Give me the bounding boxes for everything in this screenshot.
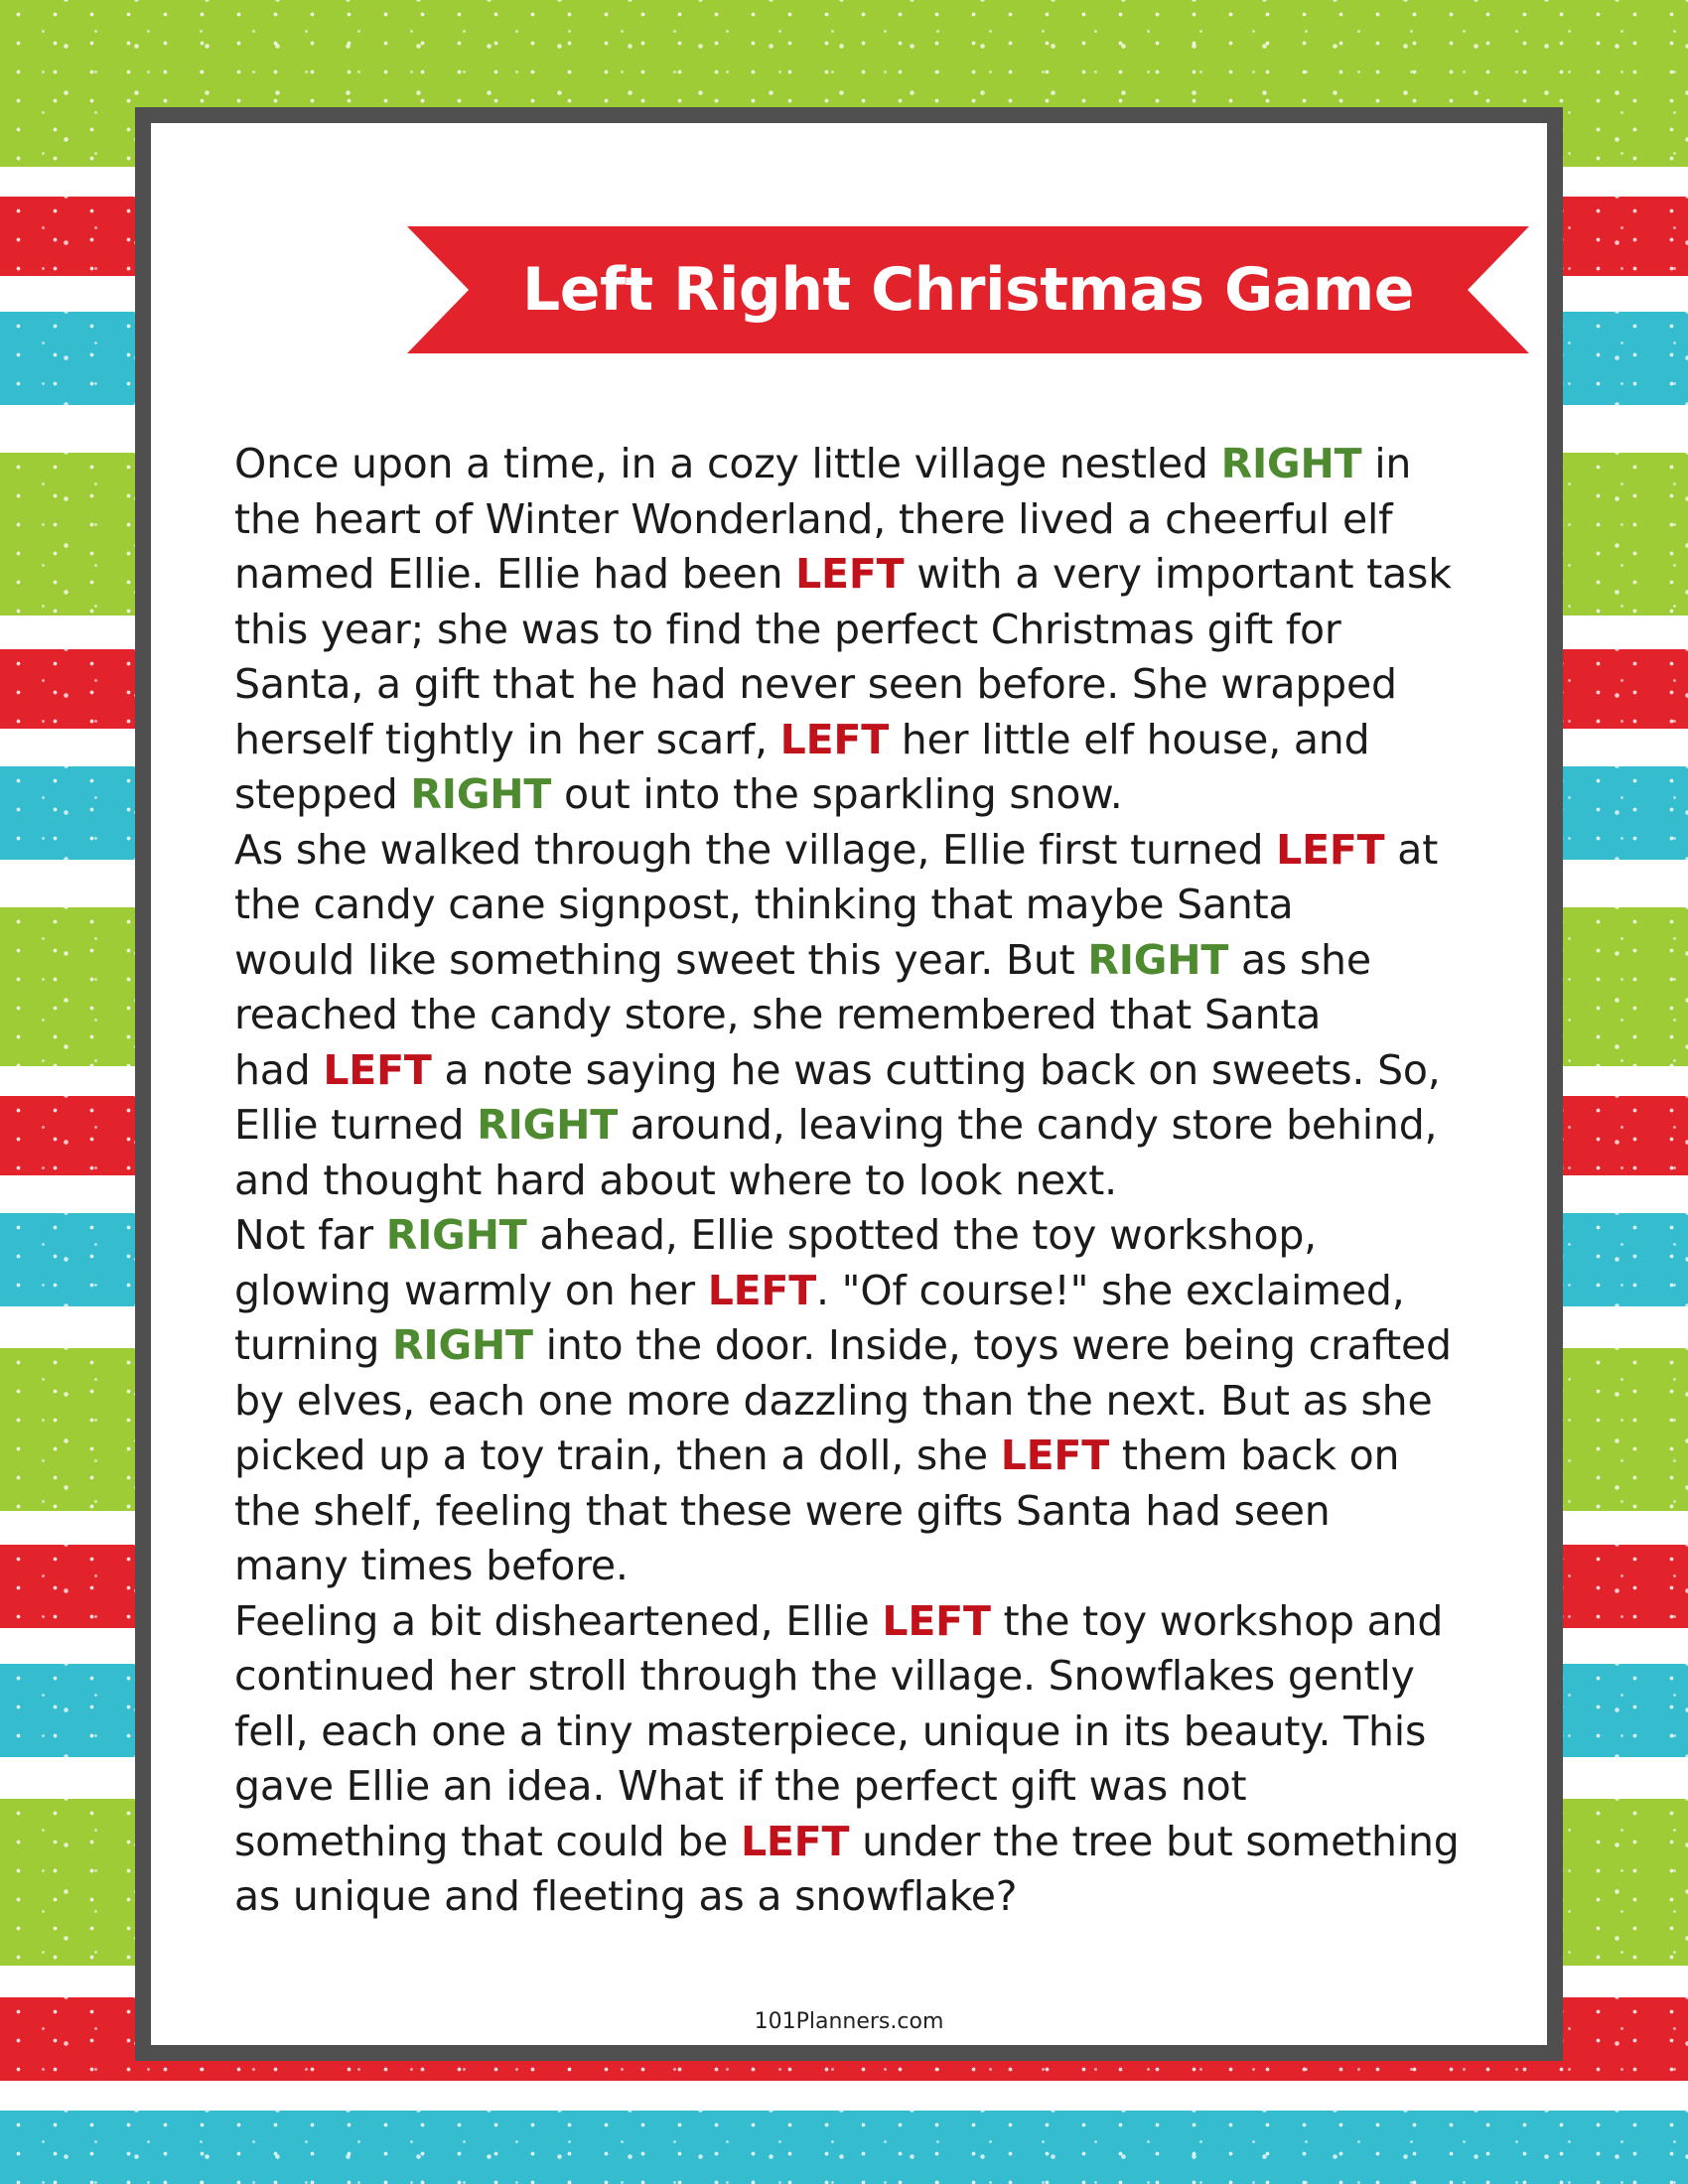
story-text-segment: reached the candy store, she remembered that Santa [234, 991, 1322, 1038]
story-line [234, 1318, 1515, 1374]
story-text-segment: this year; she was to find the perfect Christmas gift for [234, 605, 1341, 653]
story-card [135, 107, 1563, 2061]
story-line [234, 1869, 1515, 1925]
story-text-segment: herself tightly in her scarf, [234, 715, 780, 763]
keyword-right: RIGHT [385, 1211, 527, 1259]
story-text [234, 437, 1515, 1925]
story-text-segment: would like something sweet this year. But [234, 935, 1088, 984]
story-text-segment: had [234, 1045, 324, 1094]
story-text-segment: the heart of Winter Wonderland, there lived a cheerful elf [234, 494, 1393, 543]
story-line [234, 1759, 1515, 1815]
keyword-left: LEFT [707, 1266, 817, 1314]
story-text-segment: stepped [234, 770, 411, 818]
story-text-segment: Not far [234, 1211, 386, 1259]
story-line [234, 492, 1515, 548]
stripe-blue [0, 2111, 1688, 2184]
story-line [234, 1649, 1515, 1705]
keyword-left: LEFT [882, 1596, 991, 1645]
story-text-segment: as she [1228, 935, 1371, 984]
keyword-right: RIGHT [410, 770, 552, 818]
story-line [234, 1098, 1515, 1154]
keyword-right: RIGHT [1220, 440, 1362, 487]
footer-website: 101Planners.com [754, 2009, 944, 2034]
story-text-segment: and thought hard about where to look next. [234, 1156, 1117, 1204]
story-text-segment: a note saying he was cutting back on sweets. So, [431, 1045, 1441, 1094]
story-text-segment: at [1384, 825, 1439, 874]
story-line [234, 1374, 1515, 1430]
story-line [234, 1539, 1515, 1594]
story-text-segment: the candy cane signpost, thinking that maybe Santa [234, 881, 1294, 928]
story-text-segment: many times before. [234, 1542, 629, 1589]
story-line [234, 1594, 1515, 1650]
story-line [234, 933, 1515, 989]
story-text-segment: with a very important task [904, 550, 1452, 598]
keyword-left: LEFT [795, 550, 905, 598]
story-line [234, 657, 1515, 713]
story-text-segment: turning [234, 1321, 393, 1369]
keyword-left: LEFT [740, 1817, 850, 1865]
story-text-segment: glowing warmly on her [234, 1266, 708, 1314]
story-text-segment: the toy workshop and [990, 1596, 1444, 1645]
story-text-segment: fell, each one a tiny masterpiece, unique in its beauty. This [234, 1706, 1427, 1755]
story-text-segment: Once upon a time, in a cozy little village nestled [234, 440, 1221, 487]
title-banner [407, 226, 1529, 353]
story-text-segment: gave Ellie an idea. What if the perfect gift was not [234, 1762, 1247, 1810]
story-text-segment: Ellie turned [234, 1101, 478, 1149]
keyword-left: LEFT [1000, 1432, 1110, 1479]
story-line [234, 603, 1515, 658]
story-text-segment: Santa, a gift that he had never seen before. She wrapped [234, 660, 1397, 708]
story-line [234, 823, 1515, 879]
story-text-segment: picked up a toy train, then a doll, she [234, 1432, 1001, 1479]
story-text-segment: ahead, Ellie spotted the toy workshop, [526, 1211, 1317, 1259]
story-line [234, 1208, 1515, 1264]
story-line [234, 1815, 1515, 1870]
story-text-segment: into the door. Inside, toys were being crafted [532, 1321, 1452, 1369]
keyword-right: RIGHT [477, 1101, 618, 1149]
story-text-segment: As she walked through the village, Ellie first turned [234, 825, 1277, 874]
story-line [234, 1043, 1515, 1099]
story-text-segment: under the tree but something [849, 1817, 1460, 1865]
story-text-segment: as unique and fleeting as a snowflake? [234, 1872, 1018, 1920]
keyword-left: LEFT [779, 715, 889, 763]
story-text-segment: out into the sparkling snow. [551, 770, 1123, 818]
story-text-segment: . "Of course!" she exclaimed, [816, 1266, 1405, 1314]
story-text-segment: the shelf, feeling that these were gifts Santa had seen [234, 1486, 1331, 1535]
story-text-segment: her little elf house, and [888, 715, 1370, 763]
keyword-left: LEFT [1276, 825, 1385, 874]
story-text-segment: named Ellie. Ellie had been [234, 550, 796, 598]
story-line [234, 878, 1515, 933]
story-text-segment: in [1361, 440, 1412, 487]
story-line [234, 547, 1515, 603]
story-line [234, 1484, 1515, 1540]
story-text-segment: around, leaving the candy store behind, [617, 1101, 1438, 1149]
page-title: Left Right Christmas Game [522, 255, 1414, 325]
story-line [234, 1264, 1515, 1319]
keyword-left: LEFT [323, 1045, 432, 1094]
story-line [234, 437, 1515, 492]
story-line [234, 1705, 1515, 1760]
story-text-segment: something that could be [234, 1817, 741, 1865]
story-line [234, 1429, 1515, 1484]
story-line [234, 767, 1515, 823]
story-line [234, 1154, 1515, 1209]
story-line [234, 713, 1515, 768]
story-text-segment: Feeling a bit disheartened, Ellie [234, 1596, 883, 1645]
keyword-right: RIGHT [392, 1321, 533, 1369]
story-text-segment: them back on [1109, 1432, 1400, 1479]
keyword-right: RIGHT [1087, 935, 1229, 984]
story-text-segment: by elves, each one more dazzling than the next. But as she [234, 1376, 1433, 1425]
story-text-segment: continued her stroll through the village. Snowflakes gently [234, 1652, 1415, 1700]
story-line [234, 988, 1515, 1043]
stripe-white [0, 2081, 1688, 2111]
